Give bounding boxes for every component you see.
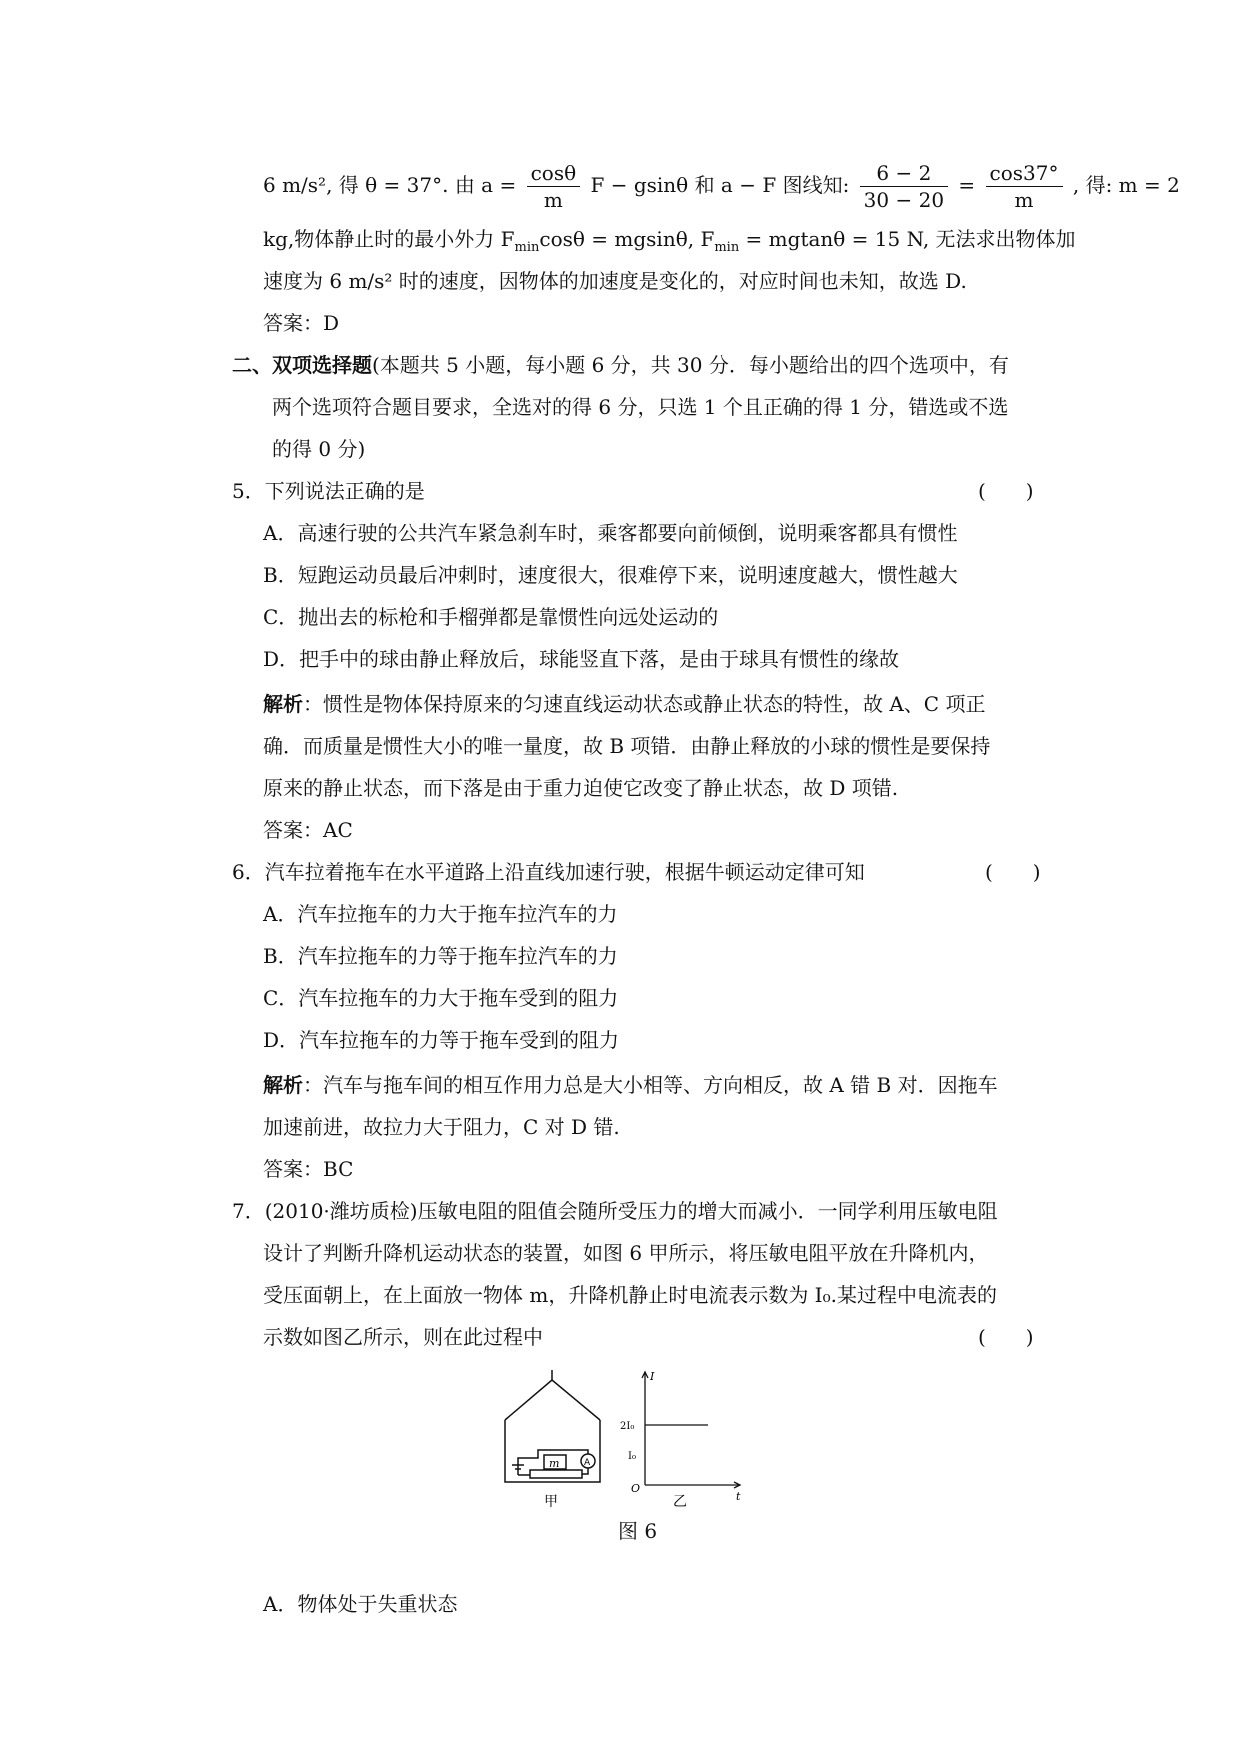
q7-answer-blank: ( ) (978, 1325, 1034, 1349)
q5-answer: 答案：AC (263, 818, 353, 842)
fraction-slope (860, 160, 948, 213)
fraction-numerator: cos37° (986, 160, 1063, 187)
q5-option-b: B．短跑运动员最后冲刺时，速度很大，很难停下来，说明速度越大，惯性越大 (263, 563, 958, 587)
analysis-label: 解析 (263, 692, 303, 716)
q7-option-a: A．物体处于失重状态 (263, 1592, 458, 1616)
text-segment: cosθ = mgsinθ, F (539, 227, 715, 251)
q5-option-a: A．高速行驶的公共汽车紧急刹车时，乘客都要向前倾倒，说明乘客都具有惯性 (263, 521, 958, 545)
figure-label-jia: 甲 (544, 1494, 558, 1510)
text-segment: ：惯性是物体保持原来的匀速直线运动状态或静止状态的特性，故 A、C 项正 (303, 692, 986, 716)
current-graph (642, 1372, 740, 1488)
formula-line (263, 160, 1180, 213)
mass-label: m (549, 1457, 560, 1470)
fraction-cos37 (986, 160, 1063, 213)
top-line-3: 速度为 6 m/s² 时的速度，因物体的加速度是变化的，对应时间也未知，故选 D. (263, 269, 967, 293)
fraction-denominator: m (543, 188, 563, 212)
q6-answer-blank: ( ) (985, 860, 1041, 884)
section-line-3: 的得 0 分) (272, 437, 366, 461)
q6-answer: 答案：BC (263, 1157, 354, 1181)
figure-caption: 图 6 (618, 1519, 658, 1543)
formula-text-3: , 得: m = 2 (1072, 173, 1180, 197)
q5-analysis-2: 确．而质量是惯性大小的唯一量度，故 B 项错．由静止释放的小球的惯性是要保持 (263, 734, 991, 758)
q6-analysis-1 (263, 1071, 998, 1099)
q7-line-3: 受压面朝上，在上面放一物体 m，升降机静止时电流表示数为 I₀.某过程中电流表的 (263, 1283, 997, 1307)
q7-line-1: 7．(2010·潍坊质检)压敏电阻的阻值会随所受压力的增大而减小．一同学利用压敏电阻 (232, 1199, 998, 1223)
q6-option-b: B．汽车拉拖车的力等于拖车拉汽车的力 (263, 944, 618, 968)
pressure-resistor (530, 1470, 582, 1478)
tick-i0: I₀ (628, 1451, 636, 1462)
origin-label: O (631, 1482, 641, 1495)
q6-stem: 6．汽车拉着拖车在水平道路上沿直线加速行驶，根据牛顿运动定律可知 (232, 860, 865, 884)
t-axis-label: t (736, 1490, 741, 1503)
figure-6 (500, 1370, 790, 1510)
circuit-wire-right (582, 1468, 588, 1474)
q6-option-c: C．汽车拉拖车的力大于拖车受到的阻力 (263, 986, 619, 1010)
section-line-2: 两个选项符合题目要求，全选对的得 6 分，只选 1 个且正确的得 1 分，错选或不选 (272, 395, 1009, 419)
q5-analysis-1 (263, 690, 985, 718)
q5-option-c: C．抛出去的标枪和手榴弹都是靠惯性向远处运动的 (263, 605, 719, 629)
subscript: min (514, 240, 540, 255)
subscript: min (714, 240, 740, 255)
q7-line-2: 设计了判断升降机运动状态的装置，如图 6 甲所示，将压敏电阻平放在升降机内， (263, 1241, 989, 1265)
q6-analysis-2: 加速前进，故拉力大于阻力，C 对 D 错. (263, 1115, 620, 1139)
section-title: 二、双项选择题 (232, 353, 372, 377)
q5-stem: 5．下列说法正确的是 (232, 479, 425, 503)
top-answer: 答案：D (263, 311, 340, 335)
i-axis-label: I (650, 1370, 655, 1383)
q7-line-4: 示数如图乙所示，则在此过程中 (263, 1325, 543, 1349)
ammeter-label: A (584, 1458, 591, 1468)
elevator-roof (505, 1380, 600, 1420)
equals-sign: = (958, 173, 976, 197)
fraction-denominator: m (1014, 188, 1034, 212)
tick-2i0: 2I₀ (620, 1421, 635, 1432)
fraction-numerator: 6 − 2 (860, 160, 948, 187)
figure-label-yi: 乙 (673, 1494, 687, 1510)
fraction-numerator: cosθ (527, 160, 581, 187)
fraction-cos-theta (527, 160, 581, 213)
section-heading (232, 351, 1009, 379)
section-title-rest: (本题共 5 小题，每小题 6 分，共 30 分．每小题给出的四个选项中，有 (372, 353, 1009, 377)
q5-answer-blank: ( ) (978, 479, 1034, 503)
q6-option-a: A．汽车拉拖车的力大于拖车拉汽车的力 (263, 902, 618, 926)
elevator-walls (505, 1420, 600, 1482)
text-segment: ：汽车与拖车间的相互作用力总是大小相等、方向相反，故 A 错 B 对．因拖车 (303, 1073, 998, 1097)
formula-text-2: F − gsinθ 和 a − F 图线知: (590, 173, 850, 197)
q5-option-d: D．把手中的球由静止释放后，球能竖直下落，是由于球具有惯性的缘故 (263, 647, 900, 671)
analysis-label: 解析 (263, 1073, 303, 1097)
formula-text-1: 6 m/s², 得 θ = 37°. 由 a = (263, 173, 517, 197)
q6-option-d: D．汽车拉拖车的力等于拖车受到的阻力 (263, 1028, 620, 1052)
fraction-denominator: 30 − 20 (863, 188, 945, 212)
top-line-2 (263, 225, 1076, 262)
text-segment: = mgtanθ = 15 N, 无法求出物体加 (739, 227, 1076, 251)
q5-analysis-3: 原来的静止状态，而下落是由于重力迫使它改变了静止状态，故 D 项错. (263, 776, 899, 800)
text-segment: kg,物体静止时的最小外力 F (263, 227, 515, 251)
